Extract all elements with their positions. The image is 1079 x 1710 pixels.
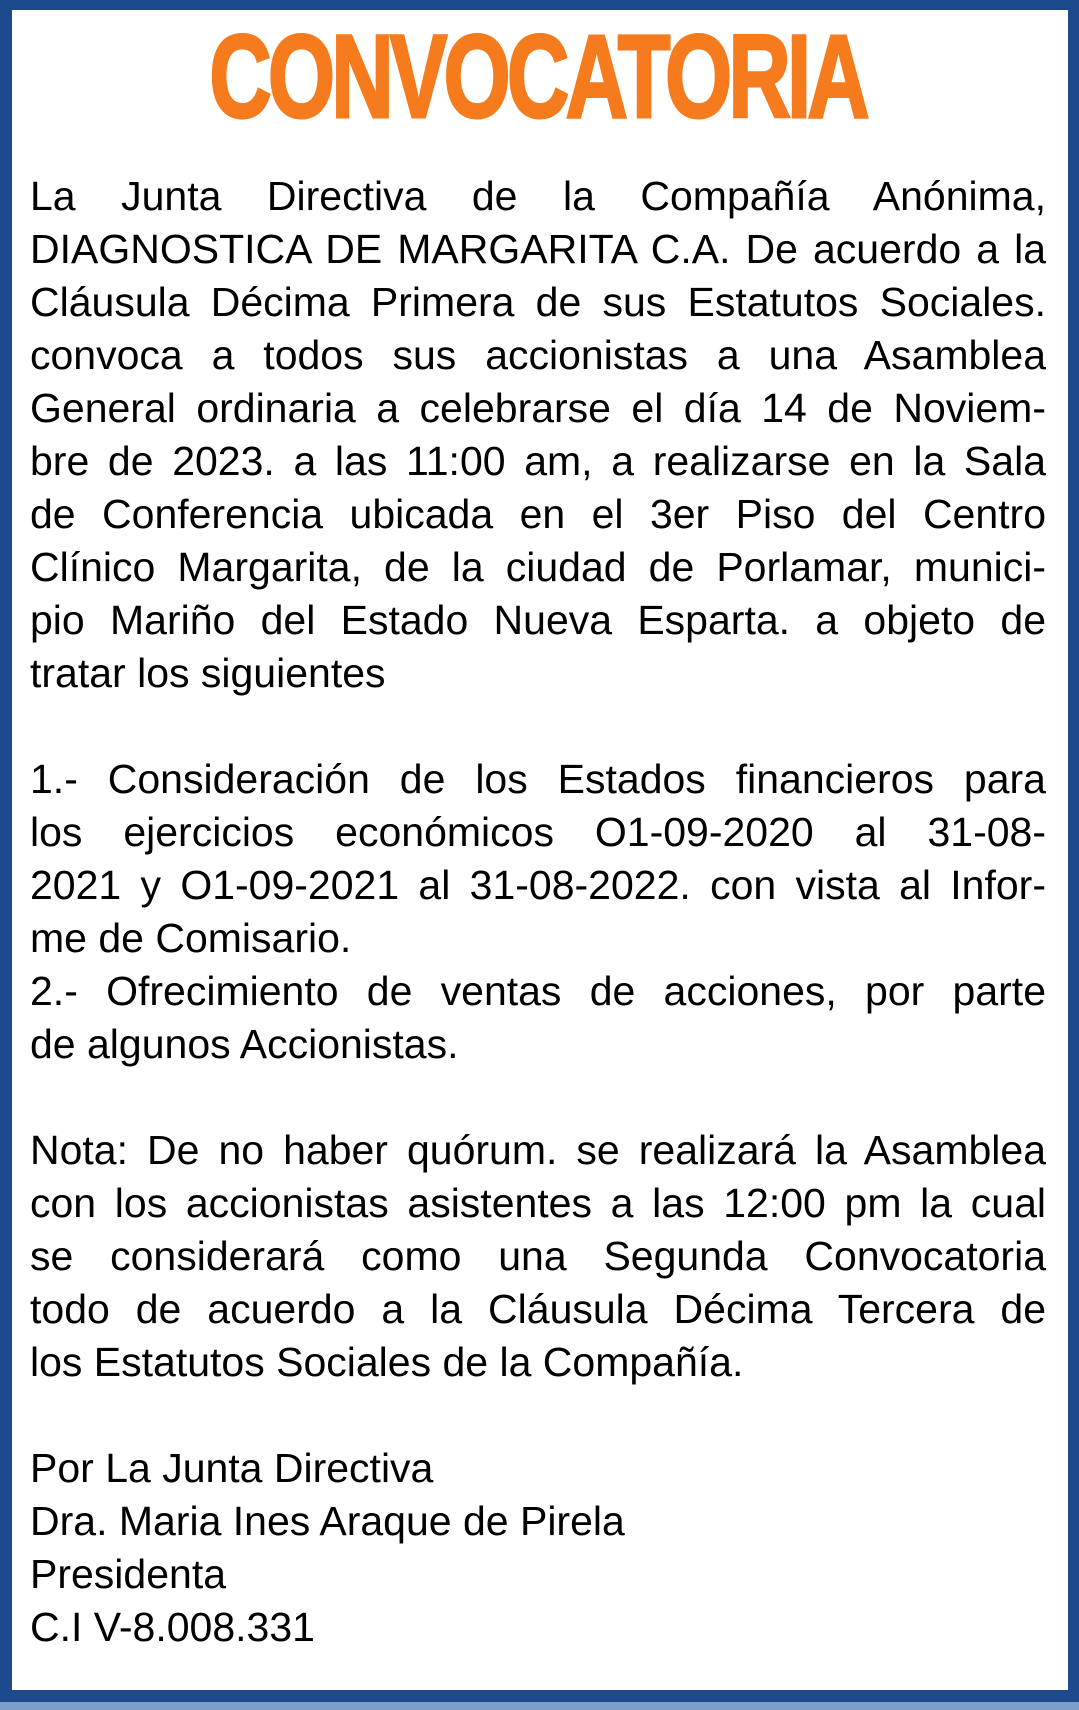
text-line: con los accionistas asistentes a las 12:00 pm la cual	[30, 1180, 1046, 1226]
text-line: los ejercicios económicos O1-09-2020 al 31-08-	[30, 809, 1046, 855]
text-line: Por La Junta Directiva	[30, 1445, 434, 1491]
bottom-edge-strip	[0, 1702, 1079, 1710]
text-line: convoca a todos sus accionistas a una Asamblea	[30, 332, 1046, 378]
notice-body	[30, 170, 1046, 1654]
notice-title: CONVOCATORIA	[209, 11, 867, 143]
text-line: los Estatutos Sociales de la Compañía.	[30, 1339, 744, 1385]
text-line: DIAGNOSTICA DE MARGARITA C.A. De acuerdo a la	[30, 226, 1046, 272]
text-line: Dra. Maria Ines Araque de Pirela	[30, 1498, 625, 1544]
text-line: Nota: De no haber quórum. se realizará la Asamblea	[30, 1127, 1046, 1173]
text-line: 2.- Ofrecimiento de ventas de acciones, por parte	[30, 968, 1046, 1014]
text-line: General ordinaria a celebrarse el día 14 de Noviem-	[30, 385, 1046, 431]
text-line: Clínico Margarita, de la ciudad de Porlamar, munici-	[30, 544, 1046, 590]
text-line: Cláusula Décima Primera de sus Estatutos Sociales.	[30, 279, 1046, 325]
text-line: de algunos Accionistas.	[30, 1021, 459, 1067]
text-line: me de Comisario.	[30, 915, 352, 961]
text-line: La Junta Directiva de la Compañía Anónima,	[30, 173, 1046, 219]
notice-title-row	[30, 11, 1046, 143]
notice-content	[12, 11, 1068, 1704]
text-line: 1.- Consideración de los Estados financieros para	[30, 756, 1046, 802]
text-line: Presidenta	[30, 1551, 227, 1597]
text-line: C.I V-8.008.331	[30, 1604, 315, 1650]
paragraph-nota	[30, 1124, 1046, 1389]
text-line: tratar los siguientes	[30, 650, 386, 696]
paragraph-agenda-item-2	[30, 965, 1046, 1071]
text-line: 2021 y O1-09-2021 al 31-08-2022. con vista al Infor-	[30, 862, 1046, 908]
paragraph-agenda-item-1	[30, 753, 1046, 965]
text-line: de Conferencia ubicada en el 3er Piso del Centro	[30, 491, 1046, 537]
paragraph-intro	[30, 170, 1046, 700]
paragraph-signature	[30, 1442, 1046, 1654]
text-line: todo de acuerdo a la Cláusula Décima Tercera de	[30, 1286, 1046, 1332]
text-line: se considerará como una Segunda Convocatoria	[30, 1233, 1046, 1279]
text-line: pio Mariño del Estado Nueva Esparta. a objeto de	[30, 597, 1046, 643]
text-line: bre de 2023. a las 11:00 am, a realizarse en la Sala	[30, 438, 1046, 484]
